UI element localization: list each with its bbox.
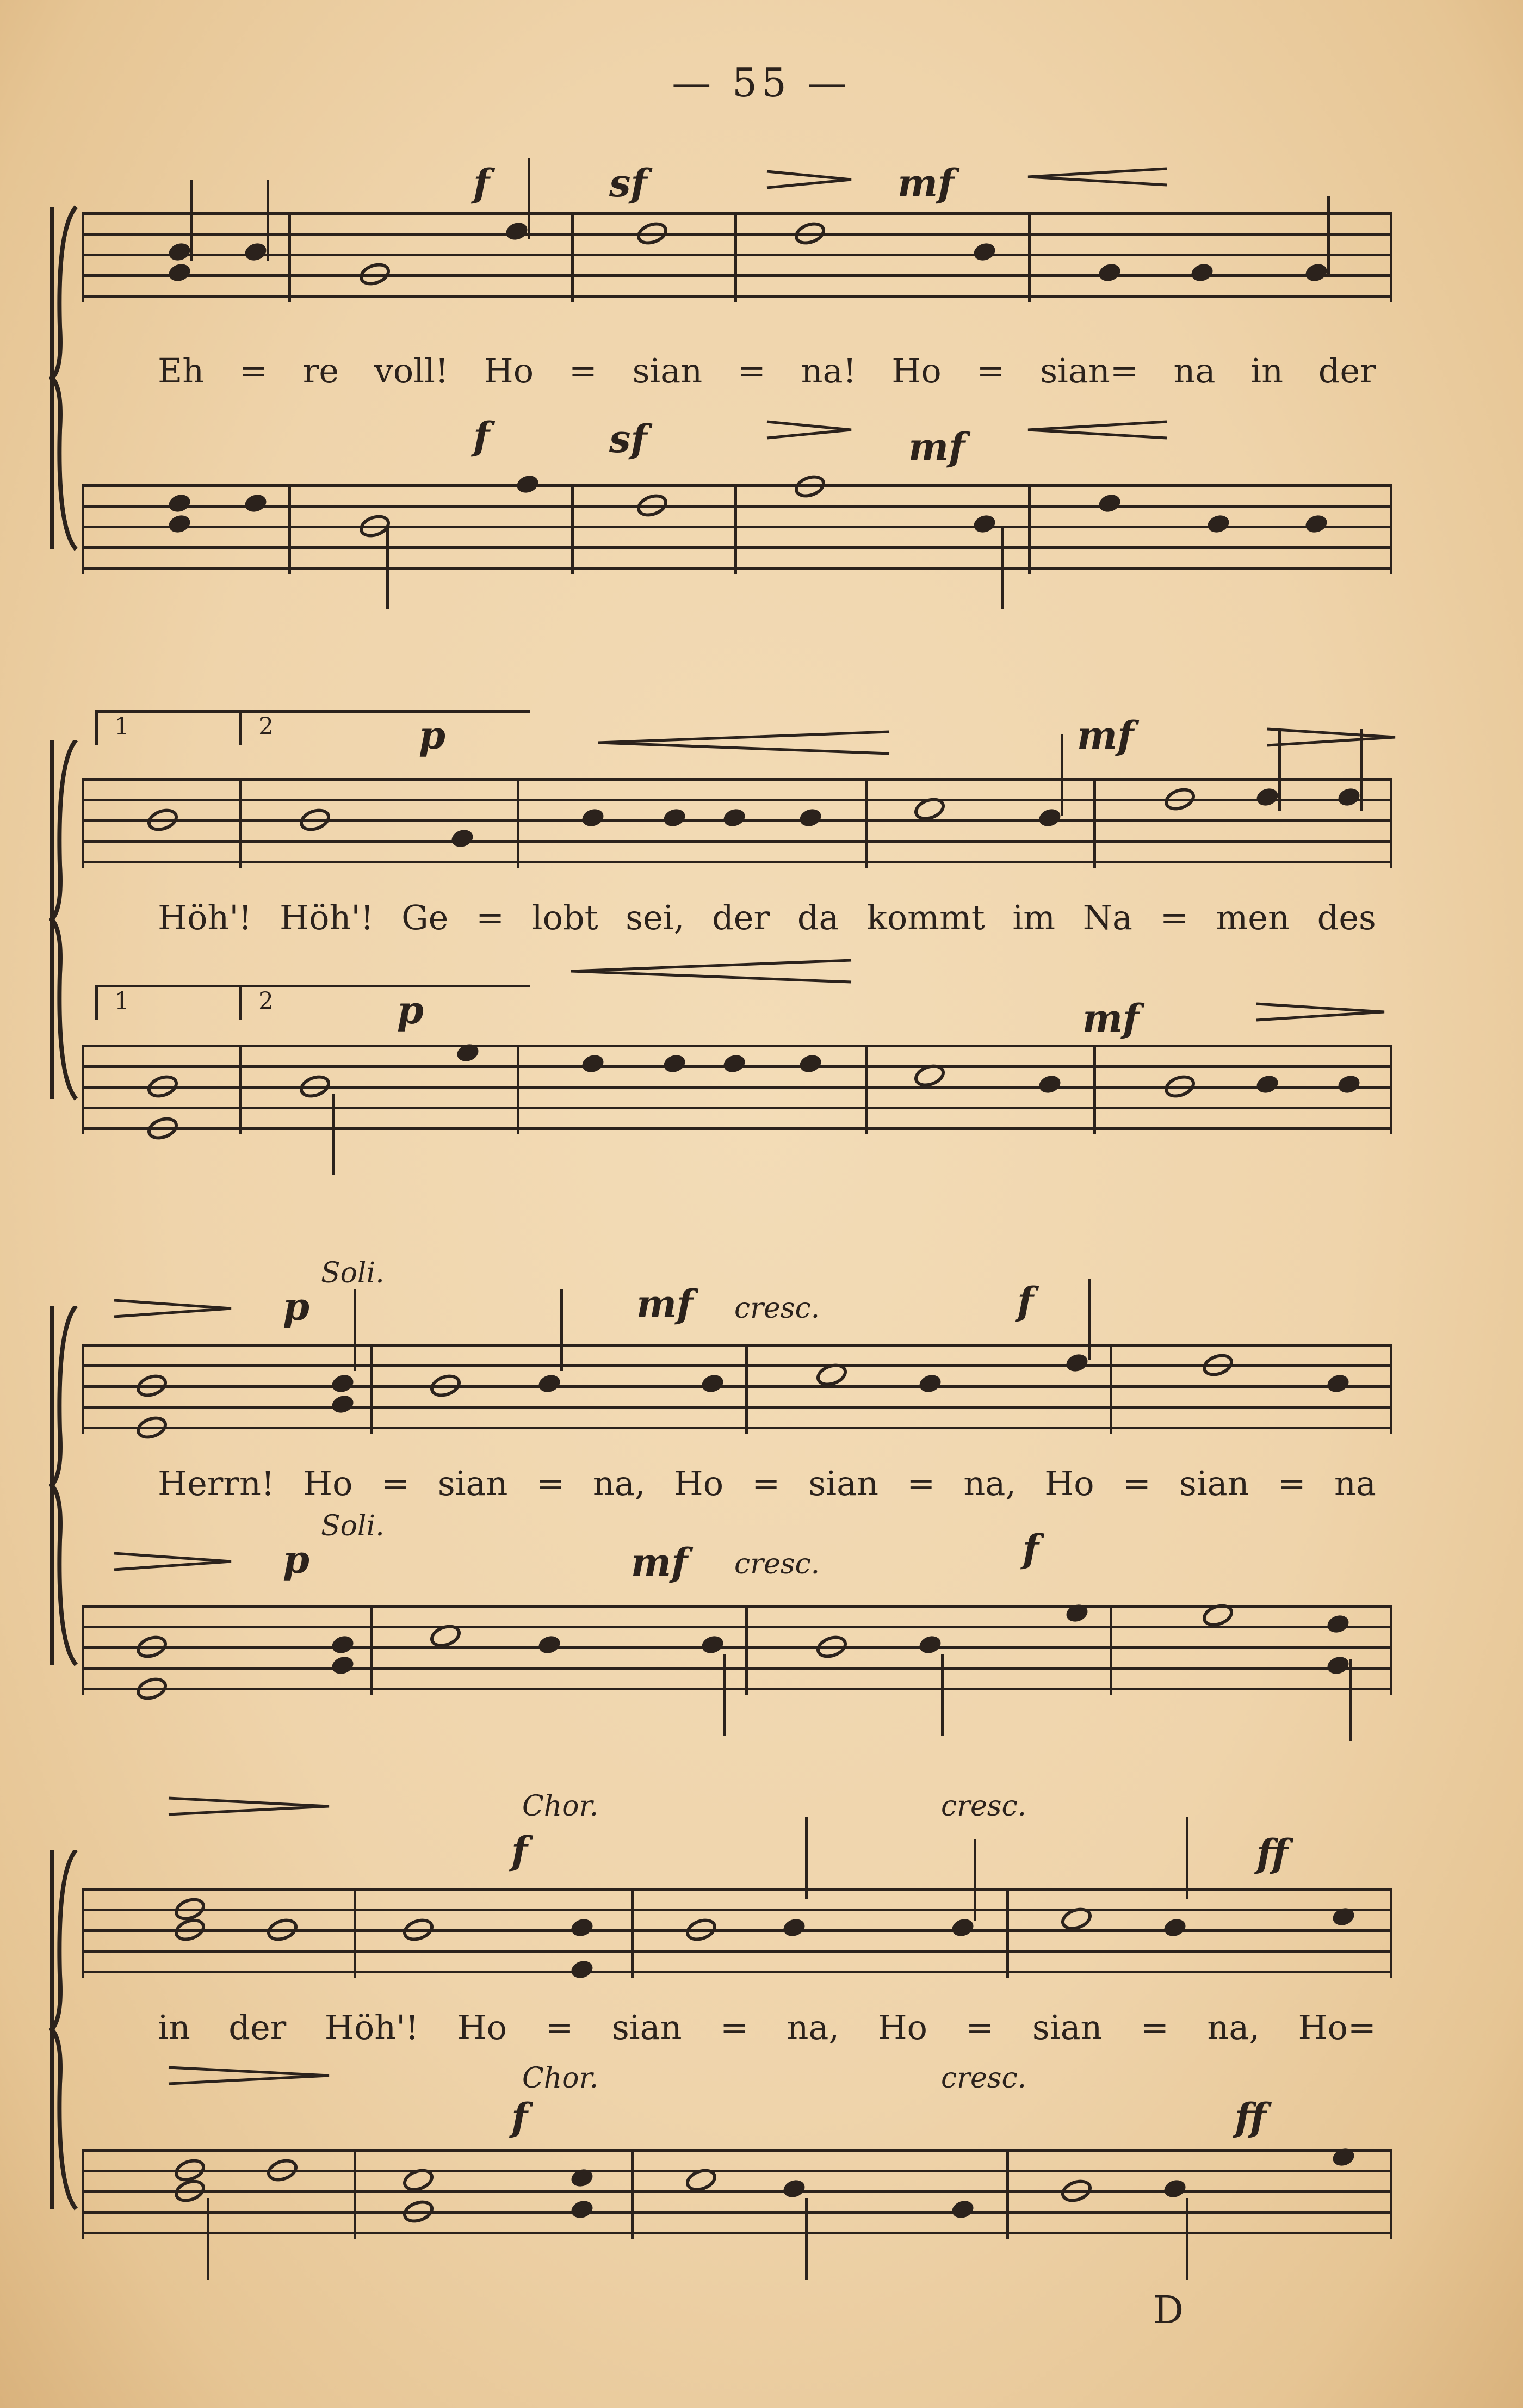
crescendo-hairpin [1028,419,1169,441]
note [1254,786,1280,808]
note [1336,786,1362,808]
note [243,492,269,515]
lyric-syllable: sian [808,1464,879,1503]
half-note [264,2155,300,2185]
lyric-syllable: sian [632,351,703,391]
lyric-syllable: sian [437,1464,508,1503]
lyric-hyphen: = [1277,1464,1306,1503]
note [1037,806,1063,829]
volta-number: 2 [258,987,274,1015]
lyric-syllable: Ho= [1298,2008,1376,2047]
note [699,1372,726,1395]
dynamic-ff: ff [1256,1831,1288,1876]
lyric-syllable: sian [1179,1464,1249,1503]
note [1162,2177,1188,2200]
dynamic-ff: ff [1235,2095,1266,2140]
lyric-syllable: der [1318,351,1376,391]
lyric-syllable: voll! [374,351,449,391]
note [330,1393,356,1416]
dynamic-f: f [511,2095,528,2140]
lyric-syllable: Höh'! [158,898,252,937]
half-note [133,1632,170,1662]
note [166,261,193,284]
note [515,473,541,496]
lyric-hyphen: = [752,1464,781,1503]
dynamic-f: f [511,1828,528,1873]
note [1325,1372,1351,1395]
half-note [1058,2176,1094,2206]
dynamic-f: f [1023,1526,1039,1571]
system-4 [49,1779,1392,2242]
half-note [133,1674,170,1704]
lyric-hyphen: = [545,2008,574,2047]
half-note [791,218,828,249]
note [721,1052,747,1075]
half-note [296,805,333,835]
dynamic-p: p [419,713,445,758]
treble-staff [82,212,1392,299]
dynamic-cresc: cresc. [734,1548,820,1580]
system-brace [49,163,82,593]
lyric-syllable: im [1012,898,1056,937]
lyric-hyphen: = [737,351,766,391]
system-2 [49,696,1392,1186]
lyric-syllable: in [158,2008,190,2047]
volta-number: 1 [114,987,129,1015]
note [1303,261,1329,284]
note [1336,1073,1362,1096]
label-chor: Chor. [522,2062,599,2095]
note [917,1372,943,1395]
half-note [400,2196,436,2227]
lyric-syllable: na! [801,351,857,391]
label-cresc: cresc. [941,2062,1027,2095]
half-note [171,2176,208,2206]
lyric-syllable: na, [592,1464,646,1503]
lyric-syllable: der [228,2008,287,2047]
note [330,1654,356,1677]
half-note [813,1632,850,1662]
half-note [791,471,828,502]
lyric-syllable: sian [611,2008,682,2047]
dynamic-p: p [283,1284,309,1329]
half-note [683,1915,719,1945]
lyric-hyphen: = [536,1464,565,1503]
lyrics-line [158,1464,1376,1503]
note [781,1916,807,1939]
volta-2 [239,985,530,1020]
lyric-syllable: kommt [866,898,985,937]
note [1303,513,1329,535]
note [950,1916,976,1939]
note [950,2198,976,2221]
dynamic-mf: mf [1082,996,1140,1041]
dynamic-sf: sf [609,160,647,206]
crescendo-hairpin [571,958,854,985]
treble-staff [82,778,1392,865]
lyric-syllable: Höh'! [280,898,374,937]
lyric-hyphen: = [239,351,268,391]
note [699,1633,726,1656]
lyric-syllable: Ho [891,351,942,391]
half-note [400,1915,436,1945]
lyric-syllable: Ho [673,1464,724,1503]
note [721,806,747,829]
lyric-syllable: Ge [401,898,449,937]
dynamic-f: f [1017,1279,1034,1324]
half-note [264,1915,300,1945]
half-note [1161,1071,1198,1102]
dynamic-f: f [473,160,490,206]
lyric-syllable: men [1216,898,1290,937]
half-note [133,1370,170,1401]
note [580,806,606,829]
note [1064,1351,1090,1374]
lyric-syllable: der [712,898,770,937]
note [797,806,824,829]
lyric-syllable: na, [1207,2008,1260,2047]
system-brace [49,1306,82,1768]
lyric-syllable: Na [1082,898,1133,937]
note [1189,261,1215,284]
note [971,240,998,263]
bass-staff [82,1605,1392,1692]
note [330,1372,356,1395]
lyric-hyphen: = [720,2008,748,2047]
lyric-syllable: sei, [626,898,685,937]
decrescendo-hairpin [767,169,854,190]
note [166,240,193,263]
lyric-syllable: sian= [1040,351,1138,391]
note [536,1633,562,1656]
lyric-syllable: na, [787,2008,840,2047]
half-note [427,1370,463,1401]
note [971,513,998,535]
lyric-hyphen: = [965,2008,994,2047]
note [569,1916,595,1939]
decrescendo-hairpin [169,2065,332,2086]
lyric-syllable: Ho [877,2008,927,2047]
dynamic-f: f [473,413,490,459]
note [580,1052,606,1075]
note [661,806,688,829]
half-note [144,805,181,835]
volta-1 [95,710,245,745]
volta-2 [239,710,530,745]
note [1162,1916,1188,1939]
lyric-hyphen: = [1140,2008,1169,2047]
half-note [144,1113,181,1144]
lyric-syllable: Ho [457,2008,507,2047]
decrescendo-hairpin [1267,726,1398,748]
note [661,1052,688,1075]
dynamic-mf: mf [908,424,965,470]
half-note [634,490,670,521]
lyric-syllable: Ho [303,1464,353,1503]
bass-staff [82,1045,1392,1132]
lyric-syllable: na, [963,1464,1017,1503]
lyric-syllable: Eh [158,351,205,391]
half-note [1199,1350,1236,1380]
lyrics-line [158,351,1376,391]
lyric-hyphen: = [476,898,505,937]
note [1325,1613,1351,1635]
system-brace [49,1850,82,2312]
lyric-hyphen: = [1122,1464,1151,1503]
half-note [171,1915,208,1945]
lyric-hyphen: = [568,351,597,391]
lyric-syllable: na [1334,1464,1376,1503]
note [1097,261,1123,284]
note [536,1372,562,1395]
decrescendo-hairpin [767,419,854,441]
treble-staff [82,1344,1392,1431]
lyric-hyphen: = [976,351,1005,391]
treble-staff [82,1888,1392,1975]
volta-number: 1 [114,713,129,740]
dynamic-sf: sf [609,416,647,461]
dynamic-mf: mf [897,160,955,206]
bass-staff [82,2149,1392,2236]
note [569,2198,595,2221]
label-soli: Soli. [321,1257,385,1289]
label-soli: Soli. [321,1510,385,1542]
note [166,513,193,535]
signature-letter: D [1153,2288,1184,2332]
dynamic-mf: mf [1077,713,1134,758]
note [1037,1073,1063,1096]
note [569,1958,595,1981]
note [1325,1654,1351,1677]
lyrics-line [158,2008,1376,2047]
lyric-syllable: na [1173,351,1216,391]
lyric-syllable: Herrn! [158,1464,275,1503]
note [504,220,530,243]
volta-1 [95,985,245,1020]
lyric-syllable: Ho [1044,1464,1094,1503]
note [243,240,269,263]
volta-number: 2 [258,713,274,740]
lyric-syllable: sian [1032,2008,1103,2047]
label-chor: Chor. [522,1790,599,1823]
note [166,492,193,515]
lyric-hyphen: = [907,1464,936,1503]
lyric-syllable: des [1317,898,1376,937]
dynamic-p: p [397,987,424,1033]
note [1097,492,1123,515]
half-note [634,218,670,249]
note [1205,513,1231,535]
lyric-syllable: lobt [531,898,598,937]
decrescendo-hairpin [1256,1001,1387,1023]
lyric-syllable: in [1250,351,1283,391]
note [330,1633,356,1656]
lyric-syllable: Ho [484,351,534,391]
half-note [1161,784,1198,814]
decrescendo-hairpin [169,1795,332,1817]
lyric-syllable: Höh'! [324,2008,419,2047]
lyric-hyphen: = [381,1464,410,1503]
lyric-syllable: re [302,351,339,391]
crescendo-hairpin [598,729,892,756]
decrescendo-hairpin [114,1298,234,1319]
half-note [356,259,393,289]
note [917,1633,943,1656]
system-brace [49,740,82,1230]
note [449,827,475,850]
label-cresc: cresc. [941,1790,1027,1823]
system-1 [49,160,1392,593]
lyrics-line [158,898,1376,937]
note [781,2177,807,2200]
half-note [144,1071,181,1102]
dynamic-mf: mf [631,1540,688,1585]
system-3 [49,1251,1392,1714]
half-note [133,1412,170,1443]
note [797,1052,824,1075]
dynamic-p: p [283,1537,309,1582]
decrescendo-hairpin [114,1551,234,1572]
lyric-syllable: da [797,898,839,937]
dynamic-mf: mf [636,1281,694,1326]
page-number: — 55 — [672,60,851,106]
dynamic-cresc: cresc. [734,1292,820,1325]
note [1254,1073,1280,1096]
lyric-hyphen: = [1160,898,1188,937]
crescendo-hairpin [1028,166,1169,188]
bass-staff [82,484,1392,571]
half-note [296,1071,333,1102]
